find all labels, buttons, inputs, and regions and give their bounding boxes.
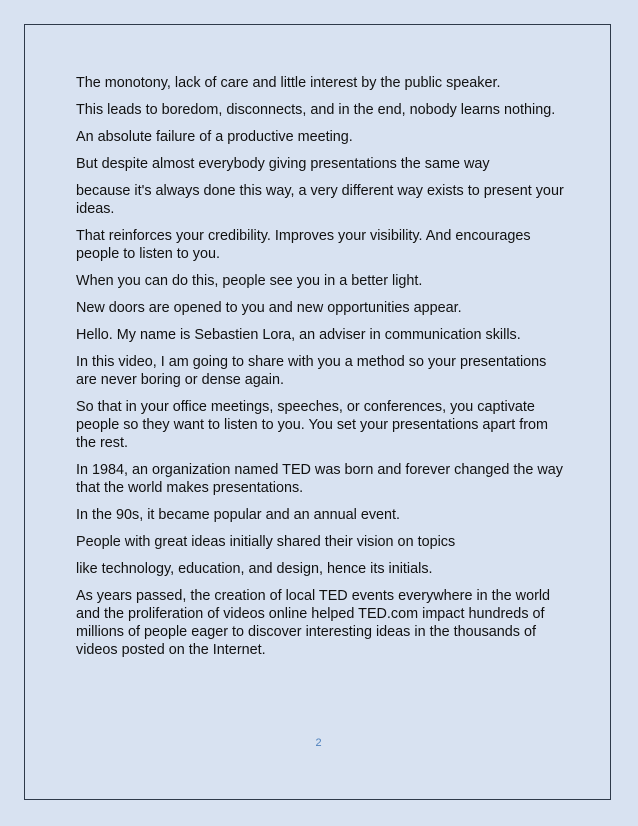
page-number: 2 [315,737,322,749]
paragraph-9: Hello. My name is Sebastien Lora, an adviser in communication skills. [76,327,521,343]
paragraph-3: An absolute failure of a productive meeting. [76,129,353,145]
paragraph-15: like technology, education, and design, hence its initials. [76,561,433,577]
paragraph-14: People with great ideas initially shared their vision on topics [76,534,456,550]
paragraph-2: This leads to boredom, disconnects, and in the end, nobody learns nothing. [76,102,556,118]
paragraph-10: In this video, I am going to share with you a method so your presentations are never boring or dense again. [76,354,547,388]
paragraph-11: So that in your office meetings, speeches, or conferences, you captivate people so they want to listen to you. You set your presentations apart from the rest. [76,399,548,451]
page-frame [24,24,611,800]
paragraph-16: As years passed, the creation of local TED events everywhere in the world and the proliferation of videos online helped TED.com impact hundreds of millions of people eager to discover interesting ideas in the thousands of videos posted on the Internet. [76,588,551,658]
paragraph-12: In 1984, an organization named TED was born and forever changed the way that the world makes presentations. [76,462,563,496]
paragraph-6: That reinforces your credibility. Improves your visibility. And encourages people to listen to you. [76,228,531,262]
paragraph-7: When you can do this, people see you in a better light. [76,273,423,289]
paragraph-13: In the 90s, it became popular and an annual event. [76,507,401,523]
paragraph-8: New doors are opened to you and new opportunities appear. [76,300,462,316]
paragraph-4: But despite almost everybody giving presentations the same way [76,156,490,172]
paragraph-5: because it's always done this way, a very different way exists to present your ideas. [76,183,564,217]
paragraph-1: The monotony, lack of care and little interest by the public speaker. [76,75,501,91]
document-body [76,74,566,668]
